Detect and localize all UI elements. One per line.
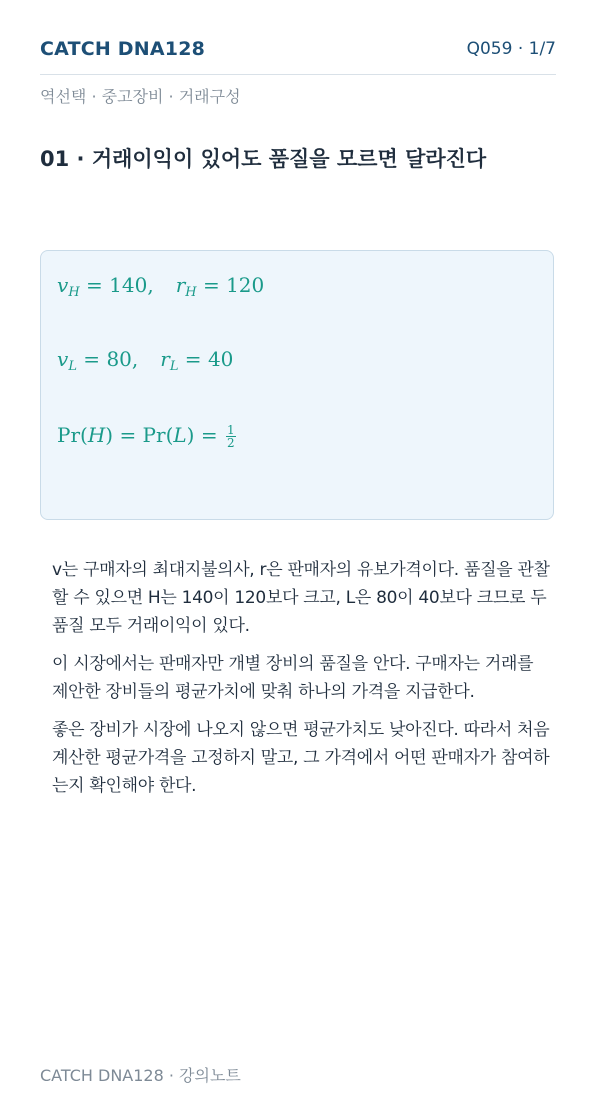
equation-low-quality: $v_L = 80$, $r_L = 40$ bbox=[57, 347, 234, 374]
r-h-value: 120 bbox=[226, 273, 265, 297]
probability-fraction bbox=[226, 424, 236, 449]
equation-probability: Pr(H) = Pr(L) = $\frac{1}{2}$ bbox=[57, 423, 235, 450]
fraction-denominator: 2 bbox=[226, 436, 235, 450]
v-h-value: 140 bbox=[109, 273, 148, 297]
paragraph: 좋은 장비가 시장에 나오지 않으면 평균가치도 낮아진다. 따라서 처음 계산한 평균가격을 고정하지 말고, 그 가격에서 어떤 판매자가 참여하는지 확인해야 한다. bbox=[52, 720, 550, 796]
equation-high-quality: $v_H = 140$, $r_H = 120$ bbox=[57, 273, 265, 300]
paragraph: 이 시장에서는 판매자만 개별 장비의 품질을 안다. 구매자는 거래를 제안한 장비들의 평균가치에 맞춰 하나의 가격을 지급한다. bbox=[52, 654, 534, 702]
brand-title: CATCH DNA128 bbox=[40, 38, 206, 60]
equation-box bbox=[40, 250, 554, 520]
section-title: 01 · 거래이익이 있어도 품질을 모르면 달라진다 bbox=[40, 147, 487, 171]
r-l-value: 40 bbox=[207, 347, 234, 371]
page-header bbox=[40, 36, 556, 75]
breadcrumb: 역선택 · 중고장비 · 거래구성 bbox=[40, 87, 241, 106]
v-l-value: 80 bbox=[106, 347, 132, 371]
paragraph: v는 구매자의 최대지불의사, r은 판매자의 유보가격이다. 품질을 관찰할 수 있으면 H는 140이 120보다 크고, L은 80이 40보다 크므로 두 품질 모두 거래이익이 있다. bbox=[52, 560, 550, 636]
fraction-numerator: 1 bbox=[226, 423, 235, 437]
page-indicator: Q059 · 1/7 bbox=[466, 39, 556, 59]
page-footer: CATCH DNA128 · 강의노트 bbox=[40, 1066, 241, 1085]
body-text bbox=[52, 556, 552, 810]
